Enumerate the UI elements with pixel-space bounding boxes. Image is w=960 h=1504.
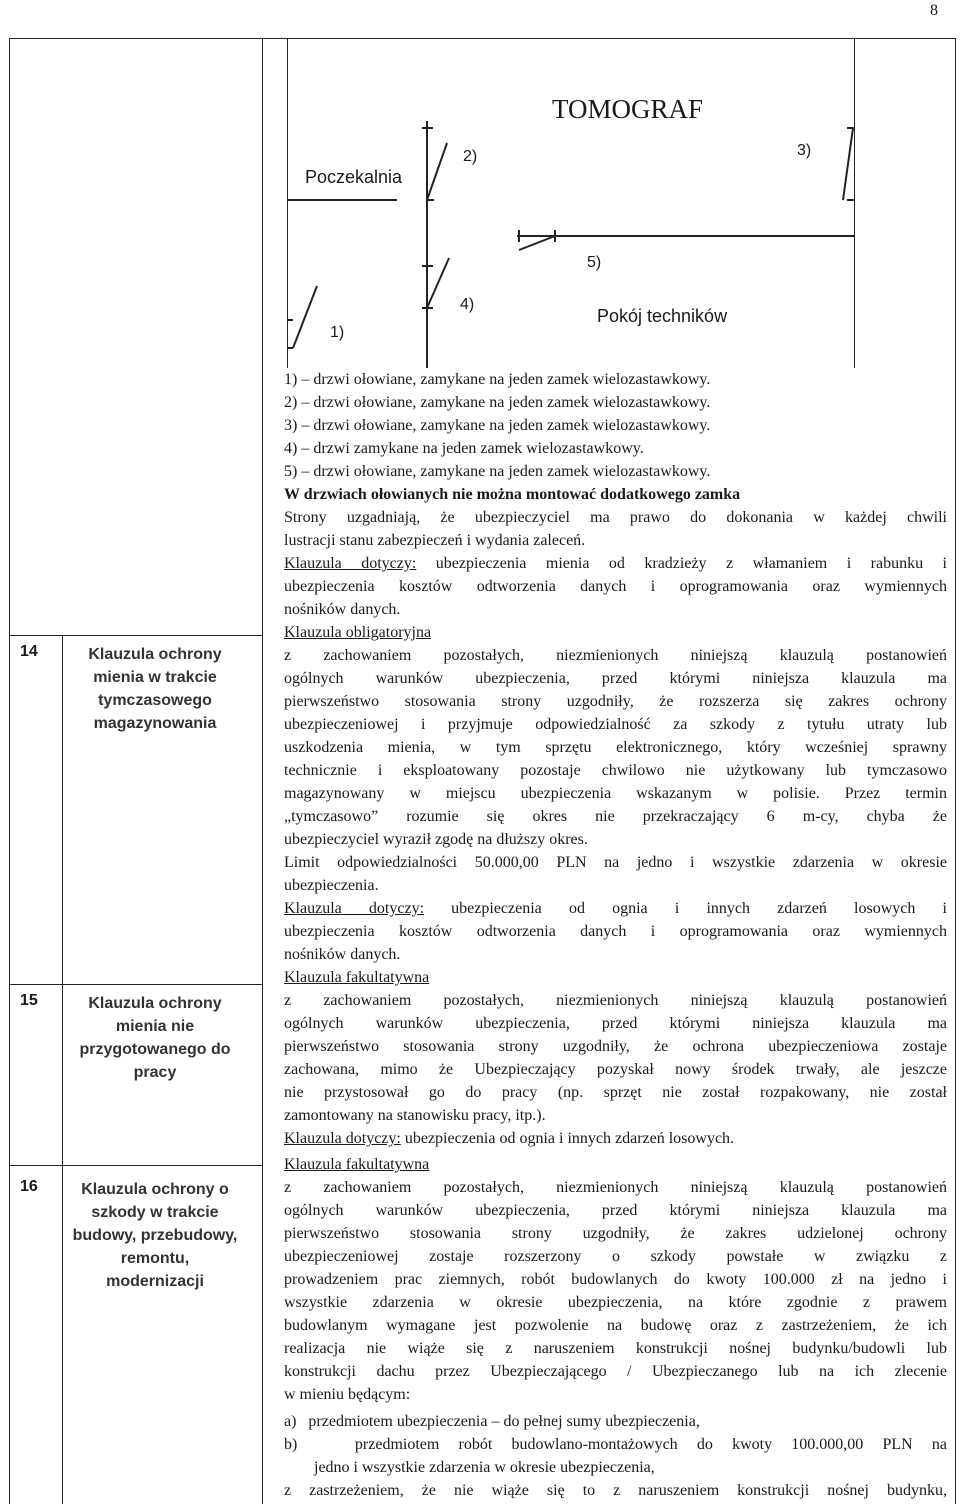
clause-14-line: uszkodzenia mienia, w tym sprzętu elektronicznego, który wcześniej sprawny — [284, 739, 947, 756]
clause13-scope-line-2: ubezpieczenia kosztów odtworzenia danych i oprogramowania oraz wymiennych — [284, 578, 947, 595]
clause-16-body — [284, 1153, 947, 1502]
clause-15-body — [284, 966, 947, 1150]
clause-15-scope: Klauzula dotyczy: ubezpieczenia od ognia i innych zdarzeń losowych. — [284, 1130, 735, 1147]
clause-15-line: ogólnych warunków ubezpieczenia, przed którymi niniejsza klauzula ma — [284, 1015, 947, 1032]
door-label-5: 5) — [587, 254, 602, 271]
door-label-1: 1) — [330, 324, 345, 341]
room-poczekalnia: Poczekalnia — [305, 167, 403, 187]
clause-16-line: pierwszeństwo stosowania strony uzgodniły, że zakres udzielonej ochrony — [284, 1225, 947, 1242]
lustration-line-2: lustracji stanu zabezpieczeń i wydania zaleceń. — [284, 532, 586, 549]
clause-16-type: Klauzula fakultatywna — [284, 1156, 430, 1173]
clause-14-scope: Klauzula dotyczy: ubezpieczenia od ognia i innych zdarzeń losowych i — [284, 900, 947, 917]
clause-15-line: pierwszeństwo stosowania strony uzgodniły, że ochrona ubezpieczeniowa zostaje — [284, 1038, 947, 1055]
clause-16-item-b-cont: jedno i wszystkie zdarzenia w okresie ubezpieczenia, — [314, 1459, 655, 1476]
clause-16-line: w mieniu będącym: — [284, 1386, 411, 1403]
clause-16-line: ogólnych warunków ubezpieczenia, przed którymi niniejsza klauzula ma — [284, 1202, 947, 1219]
clause-15-line: z zachowaniem pozostałych, niezmienionych niniejszą klauzulą postanowień — [284, 992, 947, 1009]
clause13-scope-line-1: Klauzula dotyczy: ubezpieczenia mienia od kradzieży z włamaniem i rabunku i — [284, 555, 947, 572]
clause-16-line: z zachowaniem pozostałych, niezmienionych niniejszą klauzulą postanowień — [284, 1179, 947, 1196]
clause-number-16: 16 — [20, 1178, 38, 1195]
lustration-line-1: Strony uzgadniają, że ubezpieczyciel ma prawo do dokonania w każdej chwili — [284, 509, 947, 526]
clause-15-line: nie przystosował go do pracy (np. sprzęt nie został rozpakowany, nie został — [284, 1084, 947, 1101]
door-desc-1: 1) – drzwi ołowiane, zamykane na jeden zamek wielozastawkowy. — [284, 371, 711, 388]
clause-16-line: konstrukcji dachu przez Ubezpieczającego / Ubezpieczanego lub na ich zlecenie — [284, 1363, 947, 1380]
clause-title-14: Klauzula ochrony mienia w trakcie tymczasowego magazynowania — [88, 646, 222, 732]
clause-15-line: zachowana, mimo że Ubezpieczający pozyskał nowy środek trwały, ale jeszcze — [284, 1061, 947, 1078]
clause13-scope-line-3: nośników danych. — [284, 601, 401, 618]
clause-title-16: Klauzula ochrony o szkody w trakcie budowy, przebudowy, remontu, modernizacji — [72, 1181, 238, 1290]
clause-14-limit: Limit odpowiedzialności 50.000,00 PLN na jedno i wszystkie zdarzenia w okresie — [284, 854, 947, 871]
clause-14-line: magazynowany w miejscu ubezpieczenia wskazanym w polisie. Przez termin — [284, 785, 947, 802]
door-desc-3: 3) – drzwi ołowiane, zamykane na jeden zamek wielozastawkowy. — [284, 417, 711, 434]
door-label-3: 3) — [797, 142, 812, 159]
page-number: 8 — [930, 2, 938, 19]
clause-14-line: z zachowaniem pozostałych, niezmienionych niniejszą klauzulą postanowień — [284, 647, 947, 664]
clause-14-line: technicznie i eksploatowany pozostaje chwilowo nie użytkowany lub tymczasowo — [284, 762, 947, 779]
clause-16-item-a: a) przedmiotem ubezpieczenia – do pełnej sumy ubezpieczenia, — [284, 1413, 700, 1430]
door-label-4: 4) — [460, 296, 475, 313]
room-tomograf: TOMOGRAF — [552, 94, 704, 124]
clause-14-line: ubezpieczeniowej i przyjmuje odpowiedzialność za szkody z tytułu utraty lub — [284, 716, 947, 733]
door-desc-2: 2) – drzwi ołowiane, zamykane na jeden zamek wielozastawkowy. — [284, 394, 711, 411]
clause-15-line: zamontowany na stanowisku pracy, itp.). — [284, 1107, 546, 1124]
clause-16-line: ubezpieczeniowej zostaje rozszerzony o szkody powstałe w związku z — [284, 1248, 947, 1265]
door-label-2: 2) — [463, 148, 478, 165]
clause-14-scope: ubezpieczenia kosztów odtworzenia danych i oprogramowania oraz wymiennych — [284, 923, 947, 940]
clause-15-type: Klauzula fakultatywna — [284, 969, 430, 986]
clause-14-line: ubezpieczyciel wyraził zgodę na dłuższy okres. — [284, 831, 588, 848]
clause-14-limit: ubezpieczenia. — [284, 877, 379, 894]
door-desc-4: 4) – drzwi zamykane na jeden zamek wielozastawkowy. — [284, 440, 644, 457]
clause-number-15: 15 — [20, 992, 38, 1009]
clause-14-body — [284, 621, 947, 966]
clause-title-15: Klauzula ochrony mienia nie przygotowanego do pracy — [79, 995, 231, 1081]
room-pokoj-technikow: Pokój techników — [597, 306, 728, 326]
clause-16-line: budowlanym wymagane jest pozwolenie na budowę oraz z zastrzeżeniem, że ich — [284, 1317, 947, 1334]
floor-plan — [287, 38, 855, 368]
clause-14-scope: nośników danych. — [284, 946, 401, 963]
clause-16-line: wszystkie zdarzenia w okresie ubezpieczenia, na które zgodnie z prawem — [284, 1294, 947, 1311]
lead-door-note: W drzwiach ołowianych nie można montować dodatkowego zamka — [284, 486, 741, 503]
clause-16-line: realizacja nie wiąże się z naruszeniem konstrukcji nośnej budynku/budowli lub — [284, 1340, 947, 1357]
clause-14-line: pierwszeństwo stosowania strony uzgodniły, że rozszerza się zakres ochrony — [284, 693, 947, 710]
door-legend — [284, 368, 947, 621]
floor-plan-drawing — [287, 38, 855, 368]
clause-14-line: „tymczasowo” rozumie się okres nie przekraczający 6 m-cy, chyba że — [284, 808, 947, 825]
clause-14-type: Klauzula obligatoryjna — [284, 624, 432, 641]
clause-16-last-line: z zastrzeżeniem, że nie wiąże się to z naruszeniem konstrukcji nośnej budynku, — [284, 1482, 947, 1499]
clause-14-line: ogólnych warunków ubezpieczenia, przed którymi niniejsza klauzula ma — [284, 670, 947, 687]
clause-16-item-b: b) przedmiotem robót budowlano-montażowych do kwoty 100.000,00 PLN na — [284, 1436, 947, 1453]
door-desc-5: 5) – drzwi ołowiane, zamykane na jeden zamek wielozastawkowy. — [284, 463, 711, 480]
clause-number-14: 14 — [20, 643, 38, 660]
clause-16-line: prowadzeniem prac ziemnych, robót budowlanych do kwoty 100.000 zł na jedno i — [284, 1271, 947, 1288]
